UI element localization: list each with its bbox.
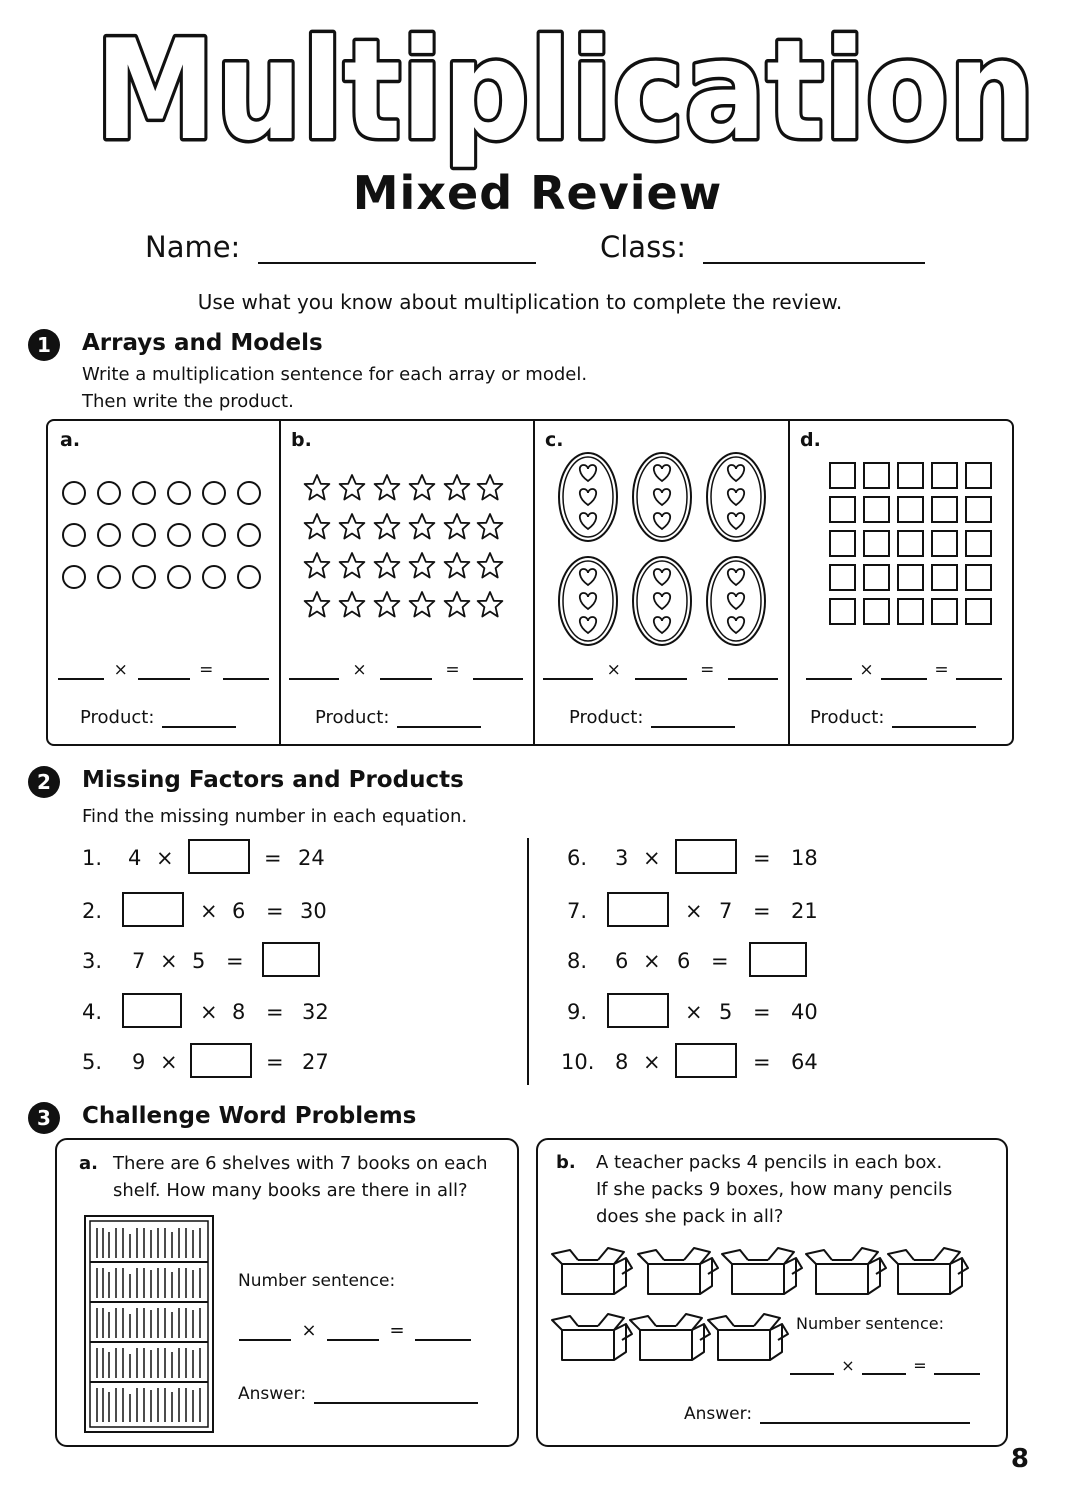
problem-b-line-1: A teacher packs 4 pencils in each box. bbox=[596, 1152, 943, 1173]
column-divider bbox=[527, 838, 529, 1085]
section1-title: Arrays and Models bbox=[82, 330, 323, 356]
array-b-sentence[interactable]: × = bbox=[289, 660, 523, 680]
section2-instruction: Find the missing number in each equation. bbox=[82, 806, 468, 827]
array-a-product[interactable]: Product: bbox=[80, 707, 236, 728]
word-problem-a bbox=[55, 1138, 519, 1447]
class-field[interactable] bbox=[600, 230, 925, 264]
section2-title: Missing Factors and Products bbox=[82, 767, 464, 793]
section1-instruction-1: Write a multiplication sentence for each array or model. bbox=[82, 364, 588, 385]
problem-b-sentence[interactable]: × = bbox=[790, 1356, 980, 1375]
array-a bbox=[48, 421, 281, 744]
problem-a-line-2: shelf. How many books are there in all? bbox=[113, 1180, 468, 1201]
star-array bbox=[301, 471, 511, 621]
array-d-letter: d. bbox=[800, 429, 821, 451]
arrays-panel bbox=[46, 419, 1014, 746]
array-c-product[interactable]: Product: bbox=[569, 707, 735, 728]
heart-groups bbox=[553, 449, 773, 649]
page-number: 8 bbox=[1010, 1444, 1029, 1474]
bookshelf-icon bbox=[83, 1214, 217, 1436]
array-a-sentence[interactable]: × = bbox=[58, 660, 269, 680]
array-c-letter: c. bbox=[545, 429, 564, 451]
problem-a-sentence-label: Number sentence: bbox=[238, 1271, 396, 1291]
page-subtitle: Mixed Review bbox=[352, 166, 723, 220]
section1-number: 1 bbox=[28, 329, 60, 361]
array-b-product[interactable]: Product: bbox=[315, 707, 481, 728]
array-d-product[interactable]: Product: bbox=[810, 707, 976, 728]
problem-b-letter: b. bbox=[556, 1152, 576, 1173]
answer-box[interactable] bbox=[607, 892, 669, 927]
name-field[interactable] bbox=[145, 230, 536, 264]
answer-box[interactable] bbox=[262, 942, 320, 977]
section2-number: 2 bbox=[28, 766, 60, 798]
problem-a-answer[interactable]: Answer: bbox=[238, 1384, 478, 1404]
problem-b-sentence-label: Number sentence: bbox=[796, 1314, 944, 1333]
array-d-sentence[interactable]: × = bbox=[806, 660, 1002, 680]
answer-box[interactable] bbox=[749, 942, 807, 977]
answer-box[interactable] bbox=[190, 1043, 252, 1078]
page-title bbox=[85, 10, 1045, 170]
answer-box[interactable] bbox=[675, 839, 737, 874]
problem-b-answer[interactable]: Answer: bbox=[684, 1404, 970, 1424]
svg-text:Multiplication: Multiplication bbox=[95, 10, 1035, 171]
section3-number: 3 bbox=[28, 1102, 60, 1134]
section3-title: Challenge Word Problems bbox=[82, 1103, 417, 1129]
array-c-sentence[interactable]: × = bbox=[543, 660, 778, 680]
answer-box[interactable] bbox=[122, 892, 184, 927]
circle-array bbox=[62, 477, 262, 597]
problem-a-sentence[interactable]: × = bbox=[239, 1320, 471, 1341]
square-array bbox=[828, 461, 998, 631]
problem-a-line-1: There are 6 shelves with 7 books on each bbox=[113, 1153, 488, 1174]
instructions: Use what you know about multiplication to complete the review. bbox=[197, 290, 843, 314]
section1-instruction-2: Then write the product. bbox=[82, 391, 294, 412]
problem-a-letter: a. bbox=[79, 1153, 98, 1174]
array-d bbox=[788, 421, 1012, 744]
answer-box[interactable] bbox=[122, 993, 182, 1028]
class-label: Class: bbox=[600, 230, 687, 264]
answer-box[interactable] bbox=[188, 839, 250, 874]
name-label: Name: bbox=[145, 230, 241, 264]
class-line[interactable] bbox=[703, 234, 925, 264]
array-b-letter: b. bbox=[291, 429, 312, 451]
answer-box[interactable] bbox=[607, 993, 669, 1028]
problem-b-line-2: If she packs 9 boxes, how many pencils bbox=[596, 1179, 953, 1200]
array-a-letter: a. bbox=[60, 429, 81, 451]
array-c bbox=[533, 421, 790, 744]
word-problem-b bbox=[536, 1138, 1008, 1447]
array-b bbox=[279, 421, 535, 744]
name-line[interactable] bbox=[258, 234, 536, 264]
problem-b-line-3: does she pack in all? bbox=[596, 1206, 784, 1227]
answer-box[interactable] bbox=[675, 1043, 737, 1078]
boxes-icon bbox=[550, 1240, 970, 1370]
